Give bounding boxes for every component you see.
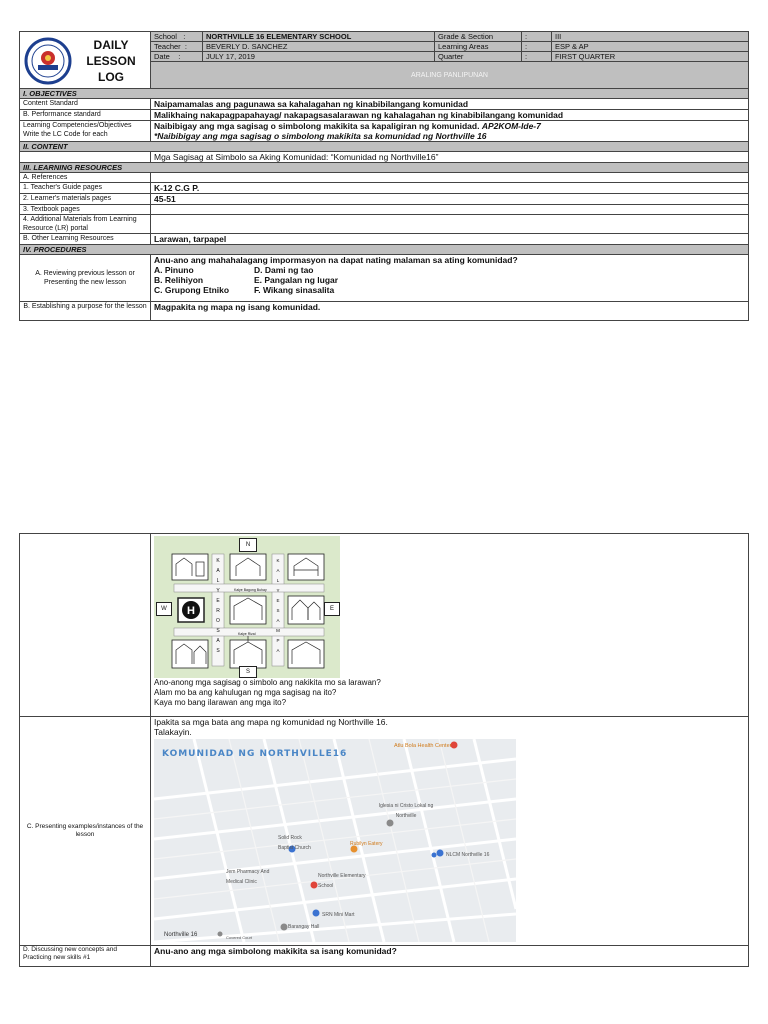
place-label: Rubilyn Eatery [350,841,383,847]
discussing-value: Anu-ano ang mga simbolong makikita sa isang komunidad? [151,946,749,967]
place-label: Iglesia ni Cristo Lokal ng Northville [378,803,434,819]
school-label: School : [151,32,203,42]
quarter-colon: : [522,52,552,62]
section-procedures: IV. PROCEDURES [20,245,749,255]
place-label: Barangay Hall [288,924,320,930]
place-label: Solid Rock Baptist Church [278,835,311,851]
icon-map-cell [151,534,749,717]
date-label: Date : [151,52,203,62]
teacher-label: Teacher : [151,42,203,52]
east-arrow: E [324,602,340,616]
subject-banner: ARALING PANLIPUNAN [151,62,749,89]
other-resources-value: Larawan, tarpapel [151,234,749,245]
textbook-label: 3. Textbook pages [20,205,151,215]
competencies-text: Naibibigay ang mga sagisag o simbolong makikita sa kapaligiran ng komunidad. [154,121,480,131]
review-option: F. Wikang sinasalita [254,285,335,295]
review-label: A. Reviewing previous lesson or Presenting the new lesson [20,255,151,302]
performance-standard-label: B. Performance standard [20,110,151,121]
section-content: II. CONTENT [20,142,749,152]
lr-portal-label: 4. Additional Materials from Learning Resource (LR) portal [20,215,151,234]
competencies-value [151,121,749,142]
grade-label: Grade & Section [435,32,522,42]
discussing-label: D. Discussing new concepts and Practicing new skills #1 [20,946,151,967]
review-option: B. Relihiyon [154,275,204,285]
quarter-label: Quarter [435,52,522,62]
section-resources: III. LEARNING RESOURCES [20,163,749,173]
south-arrow: S [239,666,257,678]
log-title-line-2: LESSON [86,54,136,68]
grade-colon: : [522,32,552,42]
review-option: C. Grupong Etniko [154,285,230,295]
presenting-label: C. Presenting examples/instances of the lesson [20,717,151,946]
school-value: NORTHVILLE 16 ELEMENTARY SCHOOL [203,32,435,42]
presenting-text-2: Talakayin. [154,727,192,737]
review-options [154,265,745,295]
competencies-text-2: *Naibibigay ang mga sagisag o simbolong makikita sa komunidad ng Northville 16 [154,131,487,141]
review-option: A. Pinuno [154,265,194,275]
teacher-value: BEVERLY D. SANCHEZ [203,42,435,52]
log-title-line-3: LOG [98,70,124,84]
map-title: KOMUNIDAD NG NORTHVILLE16 [162,749,348,759]
community-icon-map [154,536,340,678]
date-value: JULY 17, 2019 [203,52,435,62]
deped-seal-icon [24,37,72,85]
learning-areas-label: Learning Areas [435,42,522,52]
svg-text:H: H [187,605,195,617]
quarter-value: FIRST QUARTER [552,52,749,62]
place-label: SRN Mini Mart [322,912,355,918]
purpose-label: B. Establishing a purpose for the lesson [20,302,151,321]
review-option: E. Pangalan ng lugar [254,275,339,285]
community-map-drawing [154,536,340,678]
street-right-label: K A L Y E S A M P A [276,558,280,653]
presenting-text-1: Ipakita sa mga bata ang mapa ng komunidad ng Northville 16. [154,717,388,727]
references-value: K-12 C.G P. [151,183,749,194]
place-label: Atlu Bola Health Center [394,743,452,749]
competencies-label: Learning Competencies/Objectives Write the LC Code for each [20,121,151,142]
content-value: Mga Sagisag at Simbolo sa Aking Komunidad: “Komunidad ng Northville16” [151,152,749,163]
content-standard-value: Naipamamalas ang pagunawa sa kahalagahan ng kinabibilangang komunidad [151,99,749,110]
header-logo-cell [20,32,151,89]
purpose-value: Magpakita ng mapa ng isang komunidad. [151,302,749,321]
map-question-2: Alam mo ba ang kahulugan ng mga sagisag na ito? [154,688,337,697]
northville-street-map [154,739,516,942]
other-resources-label: B. Other Learning Resources [20,234,151,245]
place-label: NLCM Northville 16 [446,852,490,858]
procedures-table [19,533,749,967]
content-standard-label: Content Standard [20,99,151,110]
place-label: Jem Pharmacy And Medical Clinic [226,869,270,885]
learning-areas-colon: : [522,42,552,52]
map-question-3: Kaya mo bang ilarawan ang mga ito? [154,698,287,707]
street-bottom-label: Kalye Rizal [238,632,256,636]
place-label: Northville 16 [164,932,198,938]
place-label: Covered Court [226,935,253,940]
review-cell [151,255,749,302]
review-question: Anu-ano ang mahahalagang impormasyon na dapat nating malaman sa ating komunidad? [154,255,518,265]
street-left-label: K A L Y E R O S A S [216,558,220,654]
learning-areas-value: ESP & AP [552,42,749,52]
performance-standard-value: Malikhaing nakapagpapahayag/ nakapagsasalarawan ng kahalagahan ng kinabibilangang komunidad [151,110,749,121]
west-arrow: W [156,602,172,616]
review-option: D. Dami ng tao [254,265,314,275]
street-top-label: Kalye Bagong Buhay [234,588,267,592]
grade-value: III [552,32,749,42]
lesson-log-table [19,31,749,321]
log-title-line-1: DAILY [93,38,129,52]
map-question-1: Ano-anong mga sagisag o simbolo ang nakikita mo sa larawan? [154,678,381,687]
competencies-code: AP2KOM-Ide-7 [481,121,541,131]
place-label: Northville Elementary School [318,873,366,889]
references-label: A. References [20,173,151,183]
teachers-guide-label: 1. Teacher's Guide pages [20,183,151,194]
north-arrow: N [239,538,257,552]
presenting-cell [151,717,749,946]
learners-materials-label: 2. Learner's materials pages [20,194,151,205]
section-objectives: I. OBJECTIVES [20,89,749,99]
learners-materials-value: 45-51 [151,194,749,205]
